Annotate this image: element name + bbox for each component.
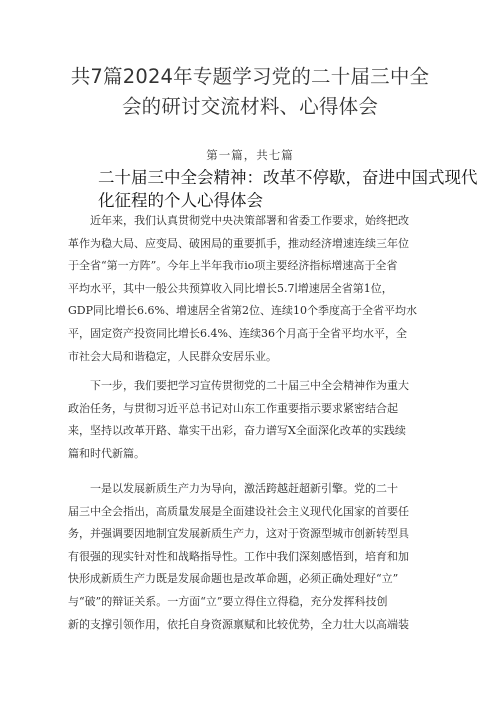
section-label: 第一篇，共七篇 bbox=[206, 148, 294, 162]
document-title bbox=[40, 62, 460, 122]
paragraph-line: 近年来，我们认真贯彻党中央决策部署和省委工作要求，始终把改 bbox=[90, 214, 409, 227]
document-title-line: 共7篇2024年专题学习党的二十届三中全 bbox=[70, 65, 430, 88]
paragraph-line: 市社会大局和谐稳定，人民群众安居乐业。 bbox=[68, 349, 277, 363]
paragraph-line: 平均水平，其中一般公共预算收入同比增长5.7∣增速居全省第1位， bbox=[68, 281, 393, 295]
paragraph-line: 快形成新质生产力既是发展命题也是改革命题，必须正确处理好“立” bbox=[68, 572, 399, 586]
paragraph-line: 平，固定资产投资同比增长6.4%、连续36个月高于全省平均水平，全 bbox=[68, 326, 407, 340]
paragraph-line: 来，坚持以改革开路、靠实干出彩，奋力谱写X全面深化改革的实践续 bbox=[68, 424, 406, 438]
paragraph-line: 一是以发展新质生产力为导向，激活跨越赶超新引擎。党的二十 bbox=[90, 482, 398, 495]
article-title-line: 二十届三中全会精神：改革不停歇，奋进中国式现代 bbox=[98, 168, 478, 187]
paragraph-line: 届三中全会指出，高质量发展是全面建设社会主义现代化国家的首要任 bbox=[68, 504, 409, 518]
document-title-line: 会的研讨交流材料、心得体会 bbox=[121, 95, 379, 118]
paragraph-line: 篇和时代新篇。 bbox=[68, 446, 145, 460]
paragraph-line: 新的支撑引领作用，依托自身资源禀赋和比较优势，全力壮大以高端装 bbox=[68, 617, 409, 631]
paragraph-line: 与“破”的辩证关系。一方面“立”要立得住立得稳，充分发挥科技创 bbox=[68, 594, 388, 608]
paragraph-line: GDP同比增长6.6%、增速居全省第2位、连续10个季度高于全省平均水 bbox=[68, 304, 417, 318]
paragraph bbox=[68, 375, 440, 465]
paragraph-line: 下一步，我们要把学习宣传贯彻党的二十届三中全会精神作为重大 bbox=[90, 379, 409, 392]
article-title bbox=[98, 166, 478, 212]
paragraph bbox=[68, 210, 440, 368]
paragraph-line: 务，并强调要因地制宜发展新质生产力，这对于资源型城市创新转型具 bbox=[68, 527, 409, 541]
paragraph-line: 于全省“第一方阵”。今年上半年我市io项主要经济指标增速高于全省 bbox=[68, 259, 398, 273]
article-title-line: 化征程的个人心得体会 bbox=[98, 191, 263, 210]
paragraph-line: 革作为稳大局、应变局、破困局的重要抓手，推动经济增速连续三年位 bbox=[68, 236, 409, 250]
paragraph-line: 有很强的现实针对性和战略指导性。工作中我们深刻感悟到，培育和加 bbox=[68, 549, 409, 563]
paragraph bbox=[68, 478, 440, 636]
paragraph-line: 政治任务，与贯彻习近平总书记对山东工作重要指示要求紧密结合起 bbox=[68, 401, 398, 415]
